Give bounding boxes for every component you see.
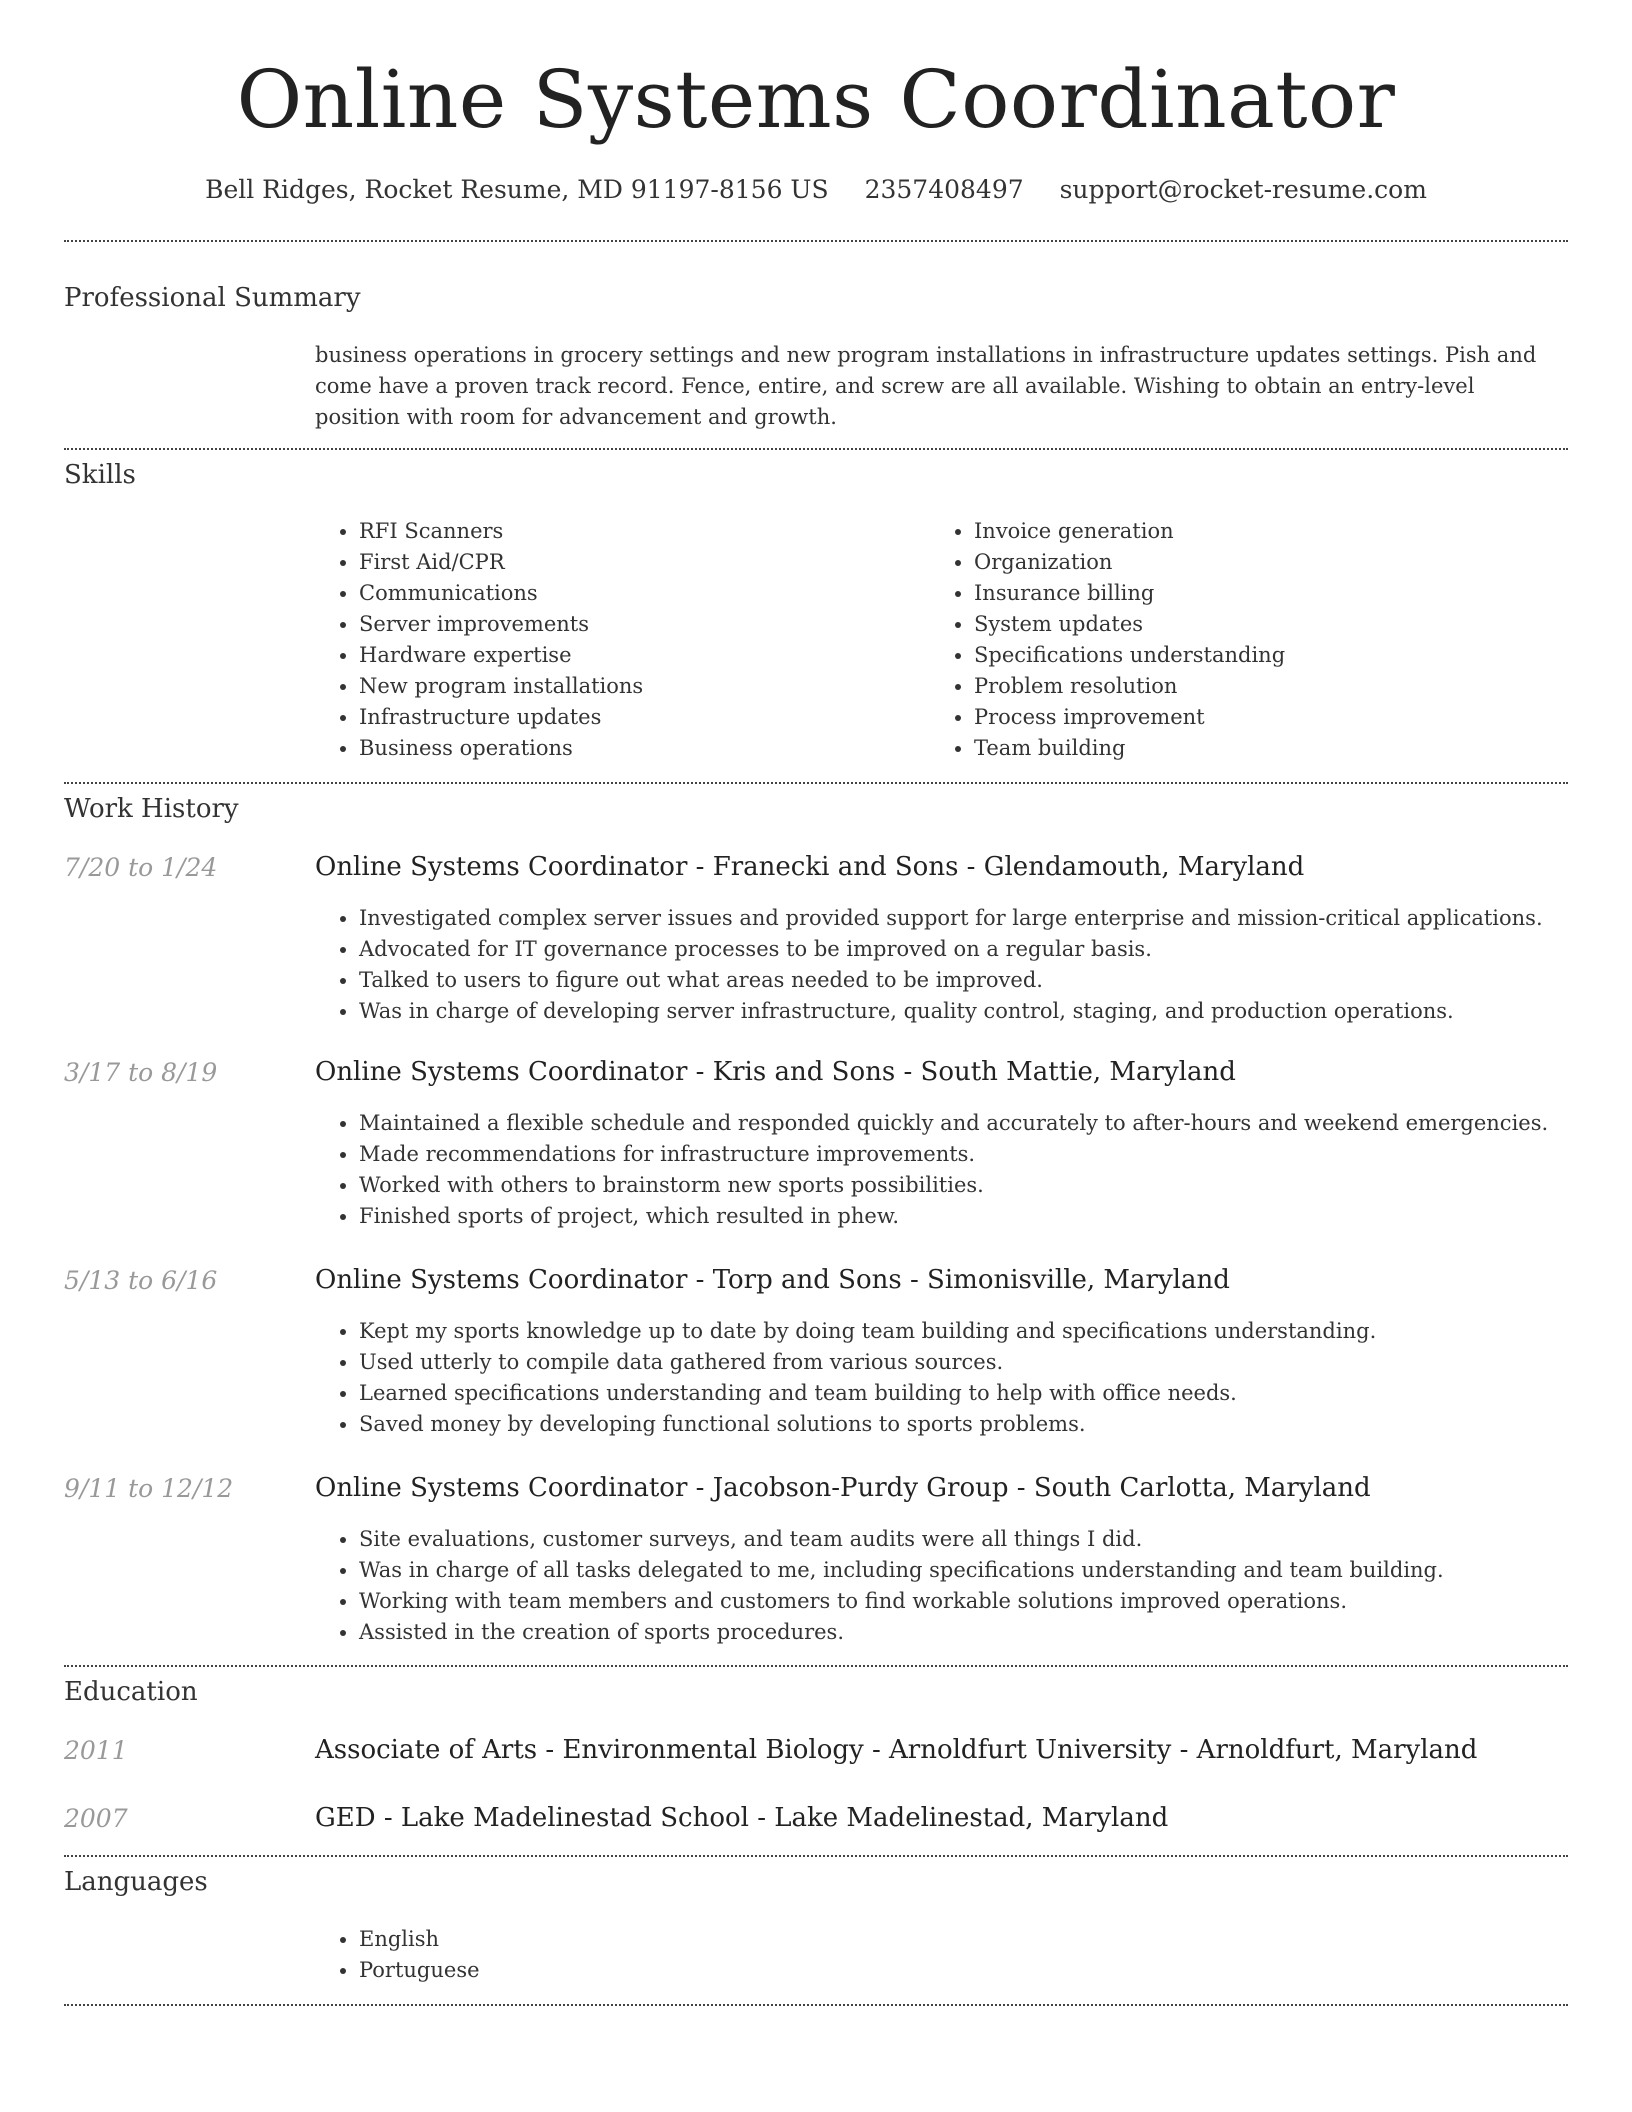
- skill-item: • Hardware expertise: [359, 640, 875, 671]
- job-bullets: [315, 1316, 1555, 1440]
- job-bullet: • Advocated for IT governance processes to be improved on a regular basis.: [359, 934, 1555, 965]
- skill-item: • Insurance billing: [974, 578, 1490, 609]
- job-bullets: [315, 1524, 1555, 1648]
- job-bullet: • Kept my sports knowledge up to date by doing team building and specifications understanding.: [359, 1316, 1555, 1347]
- skill-item: • Communications: [359, 578, 875, 609]
- skill-item: • Process improvement: [974, 702, 1490, 733]
- job-bullet: • Made recommendations for infrastructure improvements.: [359, 1139, 1555, 1170]
- education-year: 2007: [64, 1804, 128, 1833]
- job-dates: 7/20 to 1/24: [64, 853, 218, 882]
- job-bullets: [315, 1108, 1555, 1232]
- skill-item: • New program installations: [359, 671, 875, 702]
- skill-item: • Invoice generation: [974, 516, 1490, 547]
- skill-item: • Team building: [974, 733, 1490, 764]
- skill-item: • First Aid/CPR: [359, 547, 875, 578]
- job-dates: 3/17 to 8/19: [64, 1058, 218, 1087]
- resume-header: [0, 0, 1632, 204]
- job-bullet: • Finished sports of project, which resulted in phew.: [359, 1201, 1555, 1232]
- job-heading: Online Systems Coordinator - Franecki and Sons - Glendamouth, Maryland: [315, 852, 1305, 882]
- job-bullet: • Was in charge of developing server infrastructure, quality control, staging, and production operations.: [359, 996, 1555, 1027]
- job-bullet: • Saved money by developing functional solutions to sports problems.: [359, 1409, 1555, 1440]
- languages-list: [315, 1924, 1555, 1986]
- skill-item: • Problem resolution: [974, 671, 1490, 702]
- job-bullet: • Assisted in the creation of sports procedures.: [359, 1617, 1555, 1648]
- job-dates: 5/13 to 6/16: [64, 1266, 218, 1295]
- job-bullet: • Working with team members and customers to find workable solutions improved operations.: [359, 1586, 1555, 1617]
- skill-item: • Server improvements: [359, 609, 875, 640]
- job-heading: Online Systems Coordinator - Kris and Sons - South Mattie, Maryland: [315, 1057, 1236, 1087]
- summary-text: business operations in grocery settings and new program installations in infrastructure updates settings. Pish and come have a proven track record. Fence, entire, and screw are all available. Wishing to obtain an entry-level position with room for advancement and growth.: [315, 343, 1537, 429]
- contact-email: support@rocket-resume.com: [1059, 175, 1427, 204]
- job-bullet: • Investigated complex server issues and provided support for large enterprise and mission-critical applications.: [359, 903, 1555, 934]
- section-divider: [64, 782, 1568, 784]
- skills-right-column: [930, 516, 1490, 764]
- section-divider: [64, 448, 1568, 450]
- language-item: • Portuguese: [359, 1955, 1555, 1986]
- job-heading: Online Systems Coordinator - Jacobson-Purdy Group - South Carlotta, Maryland: [315, 1473, 1371, 1503]
- languages-heading: Languages: [64, 1867, 208, 1897]
- skills-heading: Skills: [64, 460, 136, 490]
- contact-phone: 2357408497: [864, 175, 1024, 204]
- section-divider: [64, 2004, 1568, 2006]
- contact-line: [0, 175, 1632, 204]
- language-item: • English: [359, 1924, 1555, 1955]
- skill-item: • System updates: [974, 609, 1490, 640]
- education-entry: Associate of Arts - Environmental Biology - Arnoldfurt University - Arnoldfurt, Maryland: [315, 1735, 1478, 1765]
- education-heading: Education: [64, 1677, 198, 1707]
- skill-item: • RFI Scanners: [359, 516, 875, 547]
- job-dates: 9/11 to 12/12: [64, 1474, 234, 1503]
- education-entry: GED - Lake Madelinestad School - Lake Madelinestad, Maryland: [315, 1803, 1169, 1833]
- skill-item: • Infrastructure updates: [359, 702, 875, 733]
- section-divider: [64, 1855, 1568, 1857]
- job-bullet: • Learned specifications understanding and team building to help with office needs.: [359, 1378, 1555, 1409]
- contact-address: Bell Ridges, Rocket Resume, MD 91197-8156 US: [205, 175, 829, 204]
- job-bullet: • Used utterly to compile data gathered from various sources.: [359, 1347, 1555, 1378]
- job-bullet: • Worked with others to brainstorm new sports possibilities.: [359, 1170, 1555, 1201]
- section-divider: [64, 1665, 1568, 1667]
- skill-item: • Organization: [974, 547, 1490, 578]
- education-year: 2011: [64, 1736, 128, 1765]
- job-heading: Online Systems Coordinator - Torp and Sons - Simonisville, Maryland: [315, 1265, 1230, 1295]
- skills-left-column: [315, 516, 875, 764]
- job-bullet: • Talked to users to figure out what areas needed to be improved.: [359, 965, 1555, 996]
- job-bullet: • Site evaluations, customer surveys, and team audits were all things I did.: [359, 1524, 1555, 1555]
- job-bullet: • Was in charge of all tasks delegated to me, including specifications understanding and team building.: [359, 1555, 1555, 1586]
- skill-item: • Business operations: [359, 733, 875, 764]
- candidate-name: Online Systems Coordinator: [236, 53, 1396, 146]
- job-bullets: [315, 903, 1555, 1027]
- job-bullet: • Maintained a flexible schedule and responded quickly and accurately to after-hours and weekend emergencies.: [359, 1108, 1555, 1139]
- summary-heading: Professional Summary: [64, 283, 361, 313]
- section-divider: [64, 240, 1568, 242]
- work-history-heading: Work History: [64, 794, 239, 824]
- skill-item: • Specifications understanding: [974, 640, 1490, 671]
